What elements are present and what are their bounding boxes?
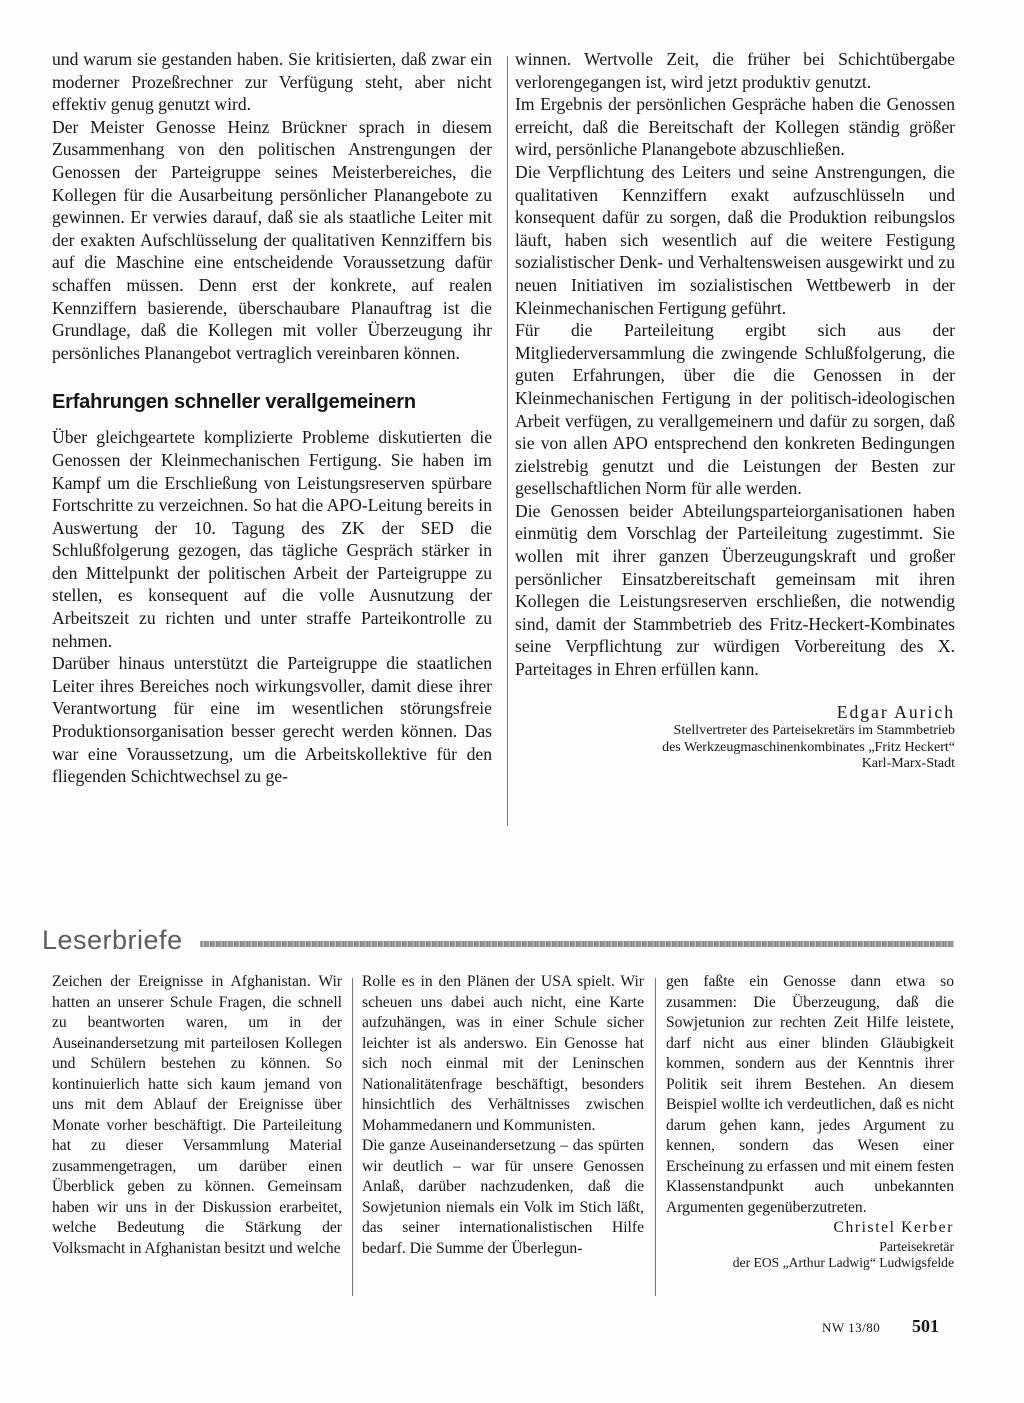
- article-right-column: [515, 48, 955, 773]
- article-paragraph: Im Ergebnis der persönlichen Gespräche haben die Genossen erreicht, daß die Bereitschaft der Kollegen ständig größer wird, persönliche Planangebote abzuschließen.: [515, 94, 955, 160]
- article-paragraph: Über gleichgeartete komplizierte Probleme diskutierten die Genossen der Kleinmechanischen Fertigung. Sie haben im Kampf um die Erschließung von Leistungsreserven spürbare Fortschritte zu verzeichnen. So hat die APO-Leitung bereits in Auswertung der 10. Tagung des ZK der SED die Schlußfolgerung gezogen, das tägliche Gespräch stärker in den Mittelpunkt der politischen Arbeit der Parteigruppe zu stellen, es konsequent auf die volle Ausnutzung der Arbeitszeit zu richten und unter straffe Parteikontrolle zu nehmen.: [52, 427, 492, 651]
- letters-section-header: [42, 924, 954, 958]
- column-divider: [655, 978, 656, 1296]
- letter-author-role-line: Parteisekretär: [879, 1238, 954, 1254]
- letter-column-1: [52, 972, 342, 1259]
- article-paragraph: Für die Parteileitung ergibt sich aus der Mitgliederversammlung die zwingende Schlußfolgerung, die guten Erfahrungen, über die die Genossen in der Kleinmechanischen Fertigung in der politisch-ideologischen Arbeit verfügen, zu verallgemeinern und dafür zu sorgen, daß sie von allen APO entsprechend den konkreten Bedingungen zielstrebig genutzt und die Leistungen der Besten zur gesellschaftlichen Norm für alle werden.: [515, 320, 955, 499]
- letter-column-3: [666, 972, 954, 1271]
- article-left-column: [52, 48, 492, 788]
- letter-paragraph: Zeichen der Ereignisse in Afghanistan. Wir hatten an unserer Schule Fragen, die schnell zu beantworten waren, um in der Auseinandersetzung mit parteilosen Kollegen und Schülern bestehen zu können. So kontinuierlich hatte sich kaum jemand von uns mit dem Ablauf der Ereignisse über Monate vorher beschäftigt. Die Parteileitung hat zu dieser Versammlung Material zusammengetragen, um darüber einen Überblick geben zu können. Gemeinsam haben wir uns in der Diskussion erarbeitet, welche Bedeutung die Stärkung der Volksmacht in Afghanistan besitzt und welche: [52, 973, 342, 1257]
- author-name: Edgar Aurich: [836, 701, 955, 722]
- article-paragraph: Die Verpflichtung des Leiters und seine Anstrengungen, die qualitativen Kennziffern exakt aufzuschlüsseln und konsequent dafür zu sorgen, daß die Produktion reibungslos läuft, haben sich wesentlich auf die weitere Festigung sozialistischer Denk- und Verhaltensweisen ausgewirkt und zu neuen Initiativen im sozialistischen Wettbewerb in der Kleinmechanischen Fertigung geführt.: [515, 161, 955, 318]
- letter-column-2: [362, 972, 644, 1259]
- letters-section-title: Leserbriefe: [42, 925, 183, 955]
- author-role-line: Stellvertreter des Parteisekretärs im Stammbetrieb: [673, 723, 955, 739]
- article-paragraph: Darüber hinaus unterstützt die Parteigruppe die staatlichen Leiter ihres Bereiches noch wirkungsvoller, damit diese ihrer Verantwortung für eine im wesentlichen störungsfreie Produktionsorganisation besser gerecht werden können. Das war eine Voraussetzung, um die Arbeitskollektive für den fliegenden Schichtwechsel zu ge-: [52, 653, 492, 787]
- article-paragraph: Die Genossen beider Abteilungsparteiorganisationen haben einmütig dem Vorschlag der Parteileitung zugestimmt. Sie wollen mit ihrer ganzen Überzeugungskraft und großer persönlicher Einsatzbereitschaft gemeinsam mit ihren Kollegen die Leistungsreserven erschließen, die notwendig sind, damit der Stammbetrieb des Fritz-Heckert-Kombinates seine Verpflichtung zur würdigen Vorbereitung des X. Parteitages in Ehren erfüllen kann.: [515, 500, 955, 680]
- column-divider: [507, 56, 508, 826]
- column-divider: [352, 978, 353, 1296]
- letter-author-role-line: der EOS „Arthur Ladwig“ Ludwigsfelde: [732, 1254, 954, 1270]
- author-role: [515, 723, 955, 773]
- letter-author-name: Christel Kerber: [833, 1219, 954, 1236]
- author-role-line: Karl-Marx-Stadt: [861, 756, 955, 772]
- letter-paragraph: Die ganze Auseinandersetzung – das spürten wir deutlich – war für unsere Genossen Anlaß, darüber nachzudenken, daß die Sowjetunion niemals ein Volk im Stich läßt, das seiner internationalistischen Hilfe bedarf. Die Summe der Überlegun-: [362, 1137, 644, 1257]
- article-paragraph: Der Meister Genosse Heinz Brückner sprach in diesem Zusammenhang von den politischen Anstrengungen der Genossen der Parteigruppe seines Meisterbereiches, die Kollegen für die Ausarbeitung persönlicher Planangebote zu gewinnen. Er verwies darauf, daß sie als staatliche Leiter mit der exakten Aufschlüsselung der qualitativen Kennziffern bis auf die Maschine eine entscheidende Voraussetzung dafür schaffen müssen. Denn erst der konkrete, auf realen Kennziffern basierende, überschaubare Planauftrag ist die Grundlage, daß die Kollegen mit voller Überzeugung ihr persönliches Planangebot vertraglich vereinbaren können.: [52, 116, 492, 363]
- issue-label: NW 13/80: [822, 1320, 881, 1335]
- article-paragraph: winnen. Wertvolle Zeit, die früher bei Schichtübergabe verlorengegangen ist, wird jetzt produktiv genutzt.: [515, 49, 955, 92]
- author-role-line: des Werkzeugmaschinenkombinates „Fritz Heckert“: [662, 739, 955, 755]
- article-paragraph: und warum sie gestanden haben. Sie kritisierten, daß zwar ein moderner Prozeßrechner zur Verfügung steht, aber nicht effektiv genug genutzt wird.: [52, 49, 492, 115]
- section-rule: [200, 941, 954, 947]
- page-number: 501: [912, 1316, 939, 1336]
- letter-paragraph: Rolle es in den Plänen der USA spielt. Wir scheuen uns dabei auch nicht, eine Karte aufzuhängen, was in einer Schule sicher leichter ist als anderswo. Ein Genosse hat sich noch einmal mit der Leninschen Nationalitätenfrage beschäftigt, besonders hinsichtlich des Verhältnisses zwischen Mohammedanern und Kommunisten.: [362, 973, 644, 1134]
- article-subheading: Erfahrungen schneller verallgemeinern: [52, 391, 416, 414]
- letter-paragraph: gen faßte ein Genosse dann etwa so zusammen: Die Überzeugung, daß die Sowjetunion zur rechten Zeit Hilfe leistete, darf nicht aus einer blinden Gläubigkeit kommen, sondern aus der Kenntnis ihrer Politik seit ihrem Bestehen. An diesem Beispiel wollte ich verdeutlichen, daß es nicht darum gehen kann, jedes Argument zu kennen, sondern das Wesen einer Erscheinung zu erfassen und mit einem festen Klassenstandpunkt auch unbekannten Argumenten gegenüberzutreten.: [666, 973, 954, 1216]
